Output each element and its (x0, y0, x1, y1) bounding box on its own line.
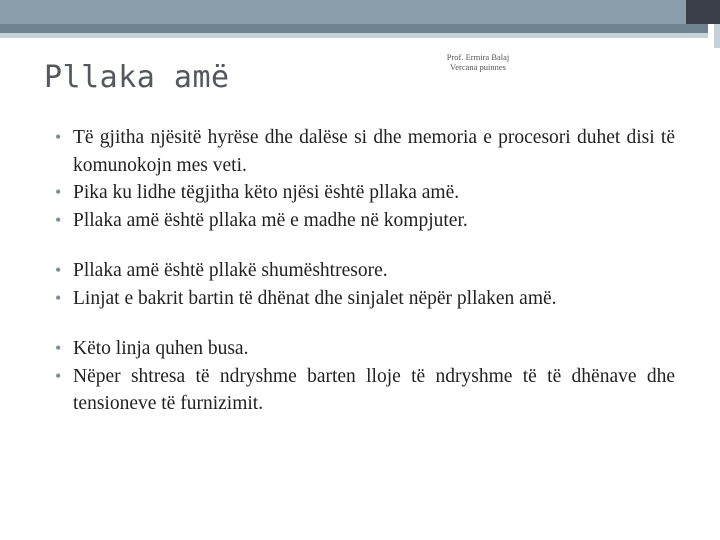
author-credit (420, 52, 536, 72)
bullet-item: • Pllaka amë është pllaka më e madhe në kompjuter. (55, 207, 675, 235)
author-line-2: Vercana puinnes (450, 62, 506, 72)
header-band-light (0, 33, 720, 38)
bullet-group-3 (55, 335, 675, 418)
corner-strip (708, 24, 720, 48)
bullet-item: • Këto linja quhen busa. (55, 335, 675, 363)
slide-body (55, 124, 675, 418)
header-band-corner (686, 0, 720, 24)
bullet-item: • Linjat e bakrit bartin të dhënat dhe sinjalet nëpër pllaken amë. (55, 285, 675, 313)
bullet-group-1 (55, 124, 675, 234)
bullet-item: • Pllaka amë është pllakë shumështresore. (55, 257, 675, 285)
bullet-item: • Pika ku lidhe tëgjitha këto njësi është pllaka amë. (55, 179, 675, 207)
bullet-item: • Të gjitha njësitë hyrëse dhe dalëse si dhe memoria e procesori duhet disi të komunokojn mes veti. (55, 124, 675, 179)
bullet-item: • Nëper shtresa të ndryshme barten lloje të ndryshme të të dhënave dhe tensioneve të furnizimit. (55, 363, 675, 418)
header-band-dark (0, 0, 720, 24)
header-decoration (0, 0, 720, 38)
header-band-mid (0, 24, 720, 33)
author-line-1: Prof. Ermira Balaj (446, 52, 510, 62)
slide-title: Pllaka amë (44, 60, 230, 95)
bullet-group-2 (55, 257, 675, 312)
